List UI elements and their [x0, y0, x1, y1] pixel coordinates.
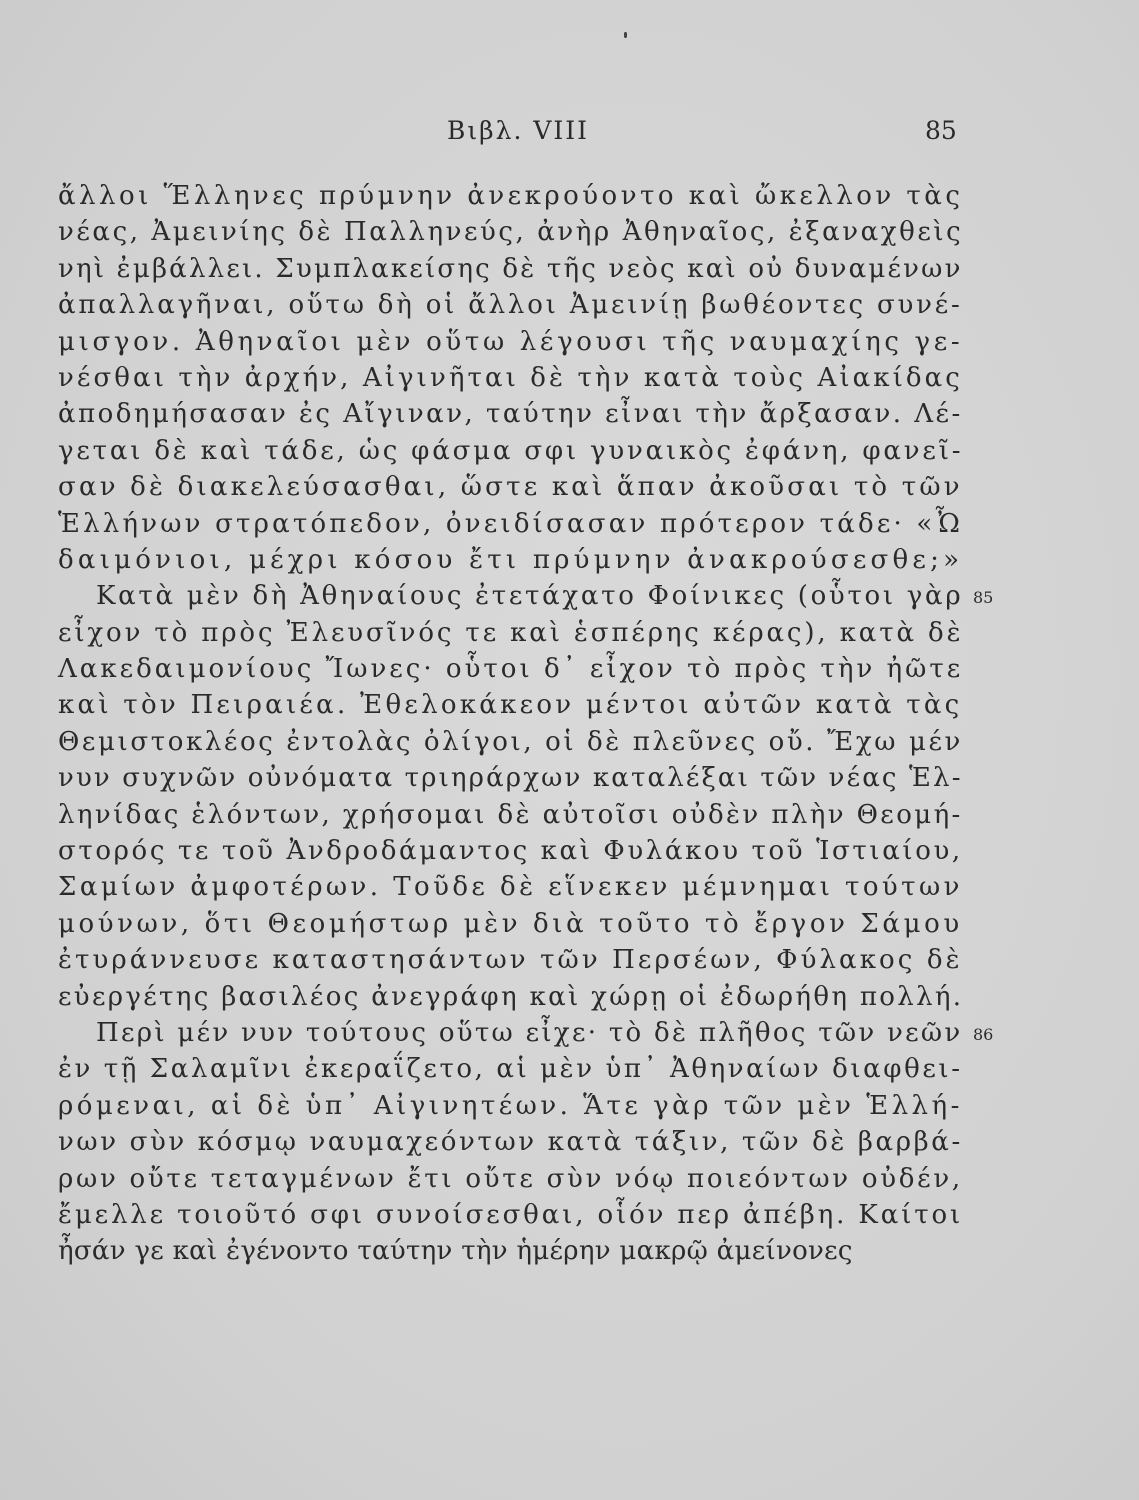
text-line: Περὶ μέν νυν τούτους οὕτω εἶχε· τὸ δὲ πλῆθος τῶν νεῶν [96, 1017, 963, 1048]
text-line: μισγον. Ἀθηναῖοι μὲν οὕτω λέγουσι τῆς ναυμαχίης γε- [58, 326, 964, 357]
text-line: Λακεδαιμονίους Ἴωνες· οὗτοι δ᾽ εἶχον τὸ πρὸς τὴν ἠῶτε [58, 654, 964, 685]
text-line: σαν δὲ διακελεύσασθαι, ὥστε καὶ ἅπαν ἀκοῦσαι τὸ τῶν [58, 472, 963, 503]
text-line: ἦσάν γε καὶ ἐγένοντο ταύτην τὴν ἡμέρην μακρῷ ἀμείνονες [58, 1236, 853, 1267]
ink-speck [624, 32, 627, 38]
text-line: νέσθαι τὴν ἀρχήν, Αἰγινῆται δὲ τὴν κατὰ τοὺς Αἰακίδας [58, 362, 963, 393]
text-line: νέας, Ἀμεινίης δὲ Παλληνεύς, ἀνὴρ Ἀθηναῖος, ἐξαναχθεὶς [58, 217, 964, 248]
text-line: ρων οὔτε τεταγμένων ἔτι οὔτε σὺν νόῳ ποιεόντων οὐδέν, [58, 1163, 963, 1194]
margin-section-number: 85 [973, 588, 994, 608]
text-line: δαιμόνιοι, μέχρι κόσου ἔτι πρύμνην ἀνακρούσεσθε;» [58, 544, 964, 575]
text-line: ἔμελλε τοιοῦτό σφι συνοίσεσθαι, οἷόν περ ἀπέβη. Καίτοι [58, 1199, 964, 1230]
text-line: ἐτυράννευσε καταστησάντων τῶν Περσέων, Φύλακος δὲ [58, 945, 963, 976]
text-line: νυν συχνῶν οὐνόματα τριηράρχων καταλέξαι τῶν νέας Ἑλ- [58, 763, 963, 794]
text-line: Θεμιστοκλέος ἐντολὰς ὀλίγοι, οἱ δὲ πλεῦνες οὔ. Ἔχω μέν [58, 726, 963, 757]
text-line: μούνων, ὅτι Θεομήστωρ μὲν διὰ τοῦτο τὸ ἔργον Σάμου [58, 908, 963, 939]
running-title: Βιβλ. VIII [447, 116, 590, 145]
text-line: Κατὰ μὲν δὴ Ἀθηναίους ἐτετάχατο Φοίνικες (οὗτοι γὰρ [96, 581, 964, 612]
text-line: ληνίδας ἑλόντων, χρήσομαι δὲ αὐτοῖσι οὐδὲν πλὴν Θεομή- [58, 799, 963, 830]
text-line: νηὶ ἐμβάλλει. Συμπλακείσης δὲ τῆς νεὸς καὶ οὐ δυναμένων [58, 253, 963, 284]
text-line: ἄλλοι Ἕλληνες πρύμνην ἀνεκρούοντο καὶ ὤκελλον τὰς [58, 181, 964, 211]
text-line: ἐν τῇ Σαλαμῖνι ἐκεραΐζετο, αἱ μὲν ὑπ᾽ Ἀθηναίων διαφθει- [58, 1054, 963, 1085]
text-line: ρόμεναι, αἱ δὲ ὑπ᾽ Αἰγινητέων. Ἅτε γὰρ τῶν μὲν Ἑλλή- [58, 1090, 963, 1121]
margin-section-number: 86 [973, 1025, 994, 1045]
text-line: στορός τε τοῦ Ἀνδροδάμαντος καὶ Φυλάκου τοῦ Ἱστιαίου, [58, 836, 963, 867]
text-line: εὐεργέτης βασιλέος ἀνεγράφη καὶ χώρῃ οἱ ἐδωρήθη πολλή. [58, 981, 964, 1012]
text-line: ἀποδημήσασαν ἐς Αἴγιναν, ταύτην εἶναι τὴν ἄρξασαν. Λέ- [58, 399, 963, 430]
text-line: καὶ τὸν Πειραιέα. Ἐθελοκάκεον μέντοι αὐτῶν κατὰ τὰς [58, 690, 963, 721]
page-number: 85 [925, 116, 957, 145]
text-line: Σαμίων ἀμφοτέρων. Τοῦδε δὲ εἵνεκεν μέμνημαι τούτων [58, 872, 963, 903]
text-line: ἀπαλλαγῆναι, οὕτω δὴ οἱ ἄλλοι Ἀμεινίῃ βωθέοντες συνέ- [58, 290, 963, 321]
text-line: Ἑλλήνων στρατόπεδον, ὀνειδίσασαν πρότερον τάδε· «Ὦ [58, 508, 964, 539]
text-line: εἶχον τὸ πρὸς Ἐλευσῖνός τε καὶ ἑσπέρης κέρας), κατὰ δὲ [58, 617, 964, 648]
body-text [58, 178, 963, 1270]
text-line: γεται δὲ καὶ τάδε, ὡς φάσμα σφι γυναικὸς ἐφάνη, φανεῖ- [58, 435, 964, 466]
text-line: νων σὺν κόσμῳ ναυμαχεόντων κατὰ τάξιν, τῶν δὲ βαρβά- [58, 1127, 963, 1158]
